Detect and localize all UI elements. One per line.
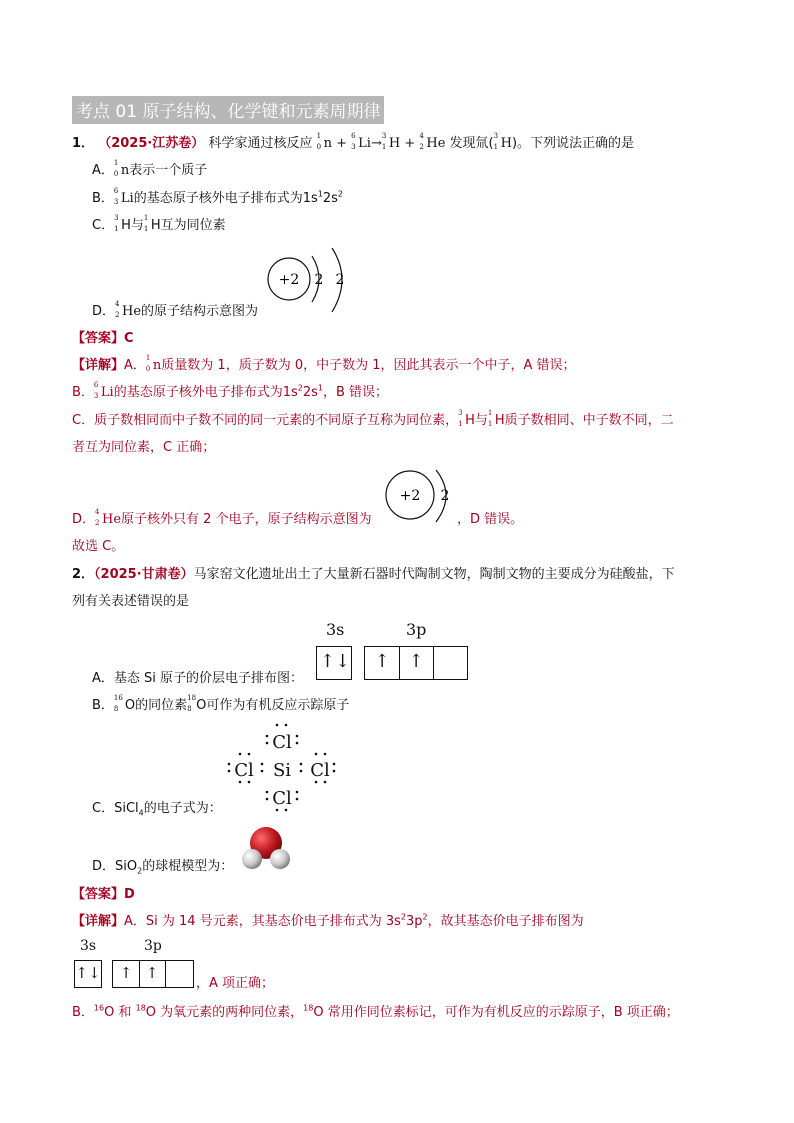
detail-text-2: O 为氧元素的两种同位素， (145, 1005, 304, 1020)
orbital-3p-cell-2: ↑ (399, 647, 434, 679)
nuclide-h3: 3 1 H (381, 132, 401, 151)
orbital2-3p-label: 3p (144, 938, 162, 954)
shell-2-count: 2 (335, 272, 345, 288)
option-text-2: 的球棍模型为： (142, 859, 234, 874)
question-number: 1． (72, 136, 95, 151)
answer-1 (72, 330, 134, 348)
nuclide-he: 4 2 He (419, 132, 446, 151)
nuclide-li: 6 3 Li (93, 381, 114, 400)
atom-structure-diagram-2 (384, 466, 460, 526)
center-atom: Si (272, 760, 292, 781)
reaction-equation: 1 0 n + 6 3 Li→ 3 1 H + 4 2 He (316, 132, 446, 151)
orbital-3s-label: 3s (326, 620, 345, 639)
answer-2 (72, 886, 135, 904)
orbital2-3p-cell-1: ↑ (113, 961, 140, 987)
q2-option-a: A．基态 Si 原子的价层电子排布图： (92, 671, 304, 686)
detail-1-d (72, 508, 372, 529)
nuclide-he: 4 2 He (115, 300, 142, 319)
orbital-3p-cell-3 (433, 647, 467, 679)
side-atom-left (242, 849, 262, 869)
shell-1-count: 2 (314, 272, 324, 288)
orbital2-3p-cell-3 (165, 961, 192, 987)
nuclide-li: 6 3 Li (351, 132, 371, 151)
conclusion-1: 故选 C。 (72, 539, 125, 554)
q2-option-c: C．SiCl$_4$的电子式为： (92, 801, 222, 818)
nucleus-charge: +2 (278, 272, 300, 288)
option-d (92, 300, 259, 321)
detail-text-2: 2s (302, 385, 318, 400)
orbital-3s-box (316, 646, 352, 680)
ligand-right: Cl (310, 760, 330, 781)
answer-value: C (124, 331, 134, 346)
detail-text-3: H质子数相同、中子数不同，二 (494, 413, 674, 428)
option-label: D． (92, 304, 116, 319)
option-text: 的原子结构示意图为 (141, 304, 259, 319)
stem-text: 马家窑文化遗址出土了大量新石器时代陶制文物，陶制文物的主要成分为硅酸盐，下 (193, 567, 675, 582)
orbital-3p-cell-1: ↑ (365, 647, 400, 679)
orbital2-3s-box (74, 960, 102, 988)
detail-1-b: B． 6 3 Li的基态原子核外电子排布式为$1s^22s^1$，B 错误； (72, 381, 389, 400)
option-text: O的同位素 (124, 698, 188, 713)
question-2-stem (72, 566, 675, 584)
option-text: 表示一个质子 (129, 163, 208, 178)
ligand-left: Cl (234, 760, 254, 781)
nuclide-o16: 16 8 (113, 694, 123, 713)
nuclide-he: 4 2 He (95, 508, 122, 527)
detail-option: D． (72, 512, 96, 527)
detail-2-a: 【详解】A．Si 为 14 号元素，其基态价电子排布式为 $3s^23p^2$，故其基态价电子排布图为 (72, 912, 584, 929)
option-b: B． 6 3 Li的基态原子核外电子排布式为$1s^12s^2$ (92, 187, 343, 206)
detail-option: B． (72, 385, 94, 400)
option-c (92, 214, 226, 235)
detail-1-d-end: ，D 错误。 (457, 512, 524, 527)
nuclide-o18: 18 8 (187, 694, 197, 713)
question-1-stem (72, 132, 635, 153)
detail-1-c-line1 (72, 409, 674, 430)
option-text-2: O可作为有机反应示踪原子 (196, 698, 350, 713)
nucleus-charge: +2 (399, 488, 421, 504)
ball-and-stick-model (238, 825, 294, 873)
nuclide-h1-prefix: 1 1 (487, 409, 493, 428)
stem-text-2: 发现氚( (449, 136, 494, 151)
nuclide-n: 1 0 n (113, 159, 130, 178)
detail-text: 原子核外只有 2 个电子，原子结构示意图为 (121, 512, 372, 527)
detail-text: A．Si 为 14 号元素，其基态价电子排布式为 3s (124, 914, 401, 929)
electron-pair: ↑↓ (75, 964, 101, 982)
detail-text-2: 3p (405, 914, 423, 929)
stem-text-3: )。下列说法正确的是 (511, 136, 635, 151)
orbital2-3s-label: 3s (80, 938, 97, 954)
nuclide-h1-prefix: 1 1 (143, 214, 149, 233)
option-label: C． (92, 218, 115, 233)
detail-1-c-line2: 者互为同位素，C 正确； (72, 440, 216, 455)
detail-text-3: ，B 错误； (323, 385, 389, 400)
detail-text-3: ，故其基态价电子排布图为 (427, 914, 584, 929)
option-text: H与 (121, 218, 144, 233)
option-text: C．SiCl (92, 801, 139, 816)
orbital2-3p-box (112, 960, 194, 988)
detail-option: A． (124, 358, 146, 373)
orbital-3p-label: 3p (406, 620, 427, 639)
question-number: 2． (72, 567, 95, 582)
orbital2-3p-cell-2: ↑ (139, 961, 166, 987)
detail-text: 的基态原子核外电子排布式为1s (113, 385, 298, 400)
nuclide-h3-prefix: 3 1 (458, 409, 463, 428)
nuclide-h3-prefix: 3 1 (114, 214, 119, 233)
ligand-bottom: Cl (272, 788, 292, 809)
nuclide-n: 1 0 n (145, 354, 162, 373)
nuclide-li: 6 3 Li (113, 187, 134, 206)
question-source: （2025·江苏卷） (98, 136, 205, 151)
answer-label: 【答案】 (72, 887, 125, 902)
answer-value: D (124, 887, 135, 902)
sicl4-lewis-structure (226, 720, 336, 812)
option-text: 的基态原子核外电子排布式为1s (133, 191, 318, 206)
option-text-2: 的电子式为： (143, 801, 222, 816)
section-heading: 考点 01 原子结构、化学键和元素周期律 (72, 96, 384, 124)
detail-2-a-end: ，A 项正确； (196, 976, 275, 991)
option-label: A． (92, 163, 114, 178)
q2-option-b (92, 694, 350, 715)
question-source: （2025·甘肃卷） (94, 567, 194, 582)
detail-label: 【详解】 (72, 914, 125, 929)
option-a (92, 159, 208, 180)
nuclide-n: 1 0 n (316, 132, 332, 151)
detail-text: C．质子数相同而中子数不同的同一元素的不同原子互称为同位素， (72, 413, 459, 428)
option-label: B． (92, 191, 114, 206)
ligand-top: Cl (272, 732, 292, 753)
detail-text-3: O 常用作同位素标记，可作为有机反应的示踪原子，B 项正确； (313, 1005, 679, 1020)
atom-structure-diagram-1 (262, 246, 362, 318)
question-2-stem-line2: 列有关表述错误的是 (72, 594, 190, 609)
detail-text: O 和 (104, 1005, 136, 1020)
electron-pair: ↑↓ (319, 651, 351, 672)
option-text-end: H互为同位素 (150, 218, 226, 233)
stem-text: 科学家通过核反应 (208, 136, 313, 151)
option-label: B． (92, 698, 114, 713)
detail-text: 质量数为 1，质子数为 0，中子数为 1，因此其表示一个中子，A 错误； (161, 358, 576, 373)
orbital-3p-box (364, 646, 468, 680)
side-atom-right (270, 849, 290, 869)
answer-label: 【答案】 (72, 331, 125, 346)
detail-label: 【详解】 (72, 358, 125, 373)
detail-option: B． (72, 1005, 94, 1020)
option-text: D．SiO (92, 859, 138, 874)
q2-option-d: D．SiO$_2$的球棍模型为： (92, 859, 234, 876)
detail-1-a (72, 354, 576, 375)
nuclide-h3-tritium: 3 1 H (493, 132, 512, 151)
detail-2-b: B．$^{16}$O 和 $^{18}$O 为氧元素的两种同位素，$^{18}$O 常用作同位素标记，可作为有机反应的示踪原子，B 项正确； (72, 1003, 679, 1020)
detail-text-2: H与 (465, 413, 488, 428)
shell-1-count: 2 (440, 488, 450, 504)
